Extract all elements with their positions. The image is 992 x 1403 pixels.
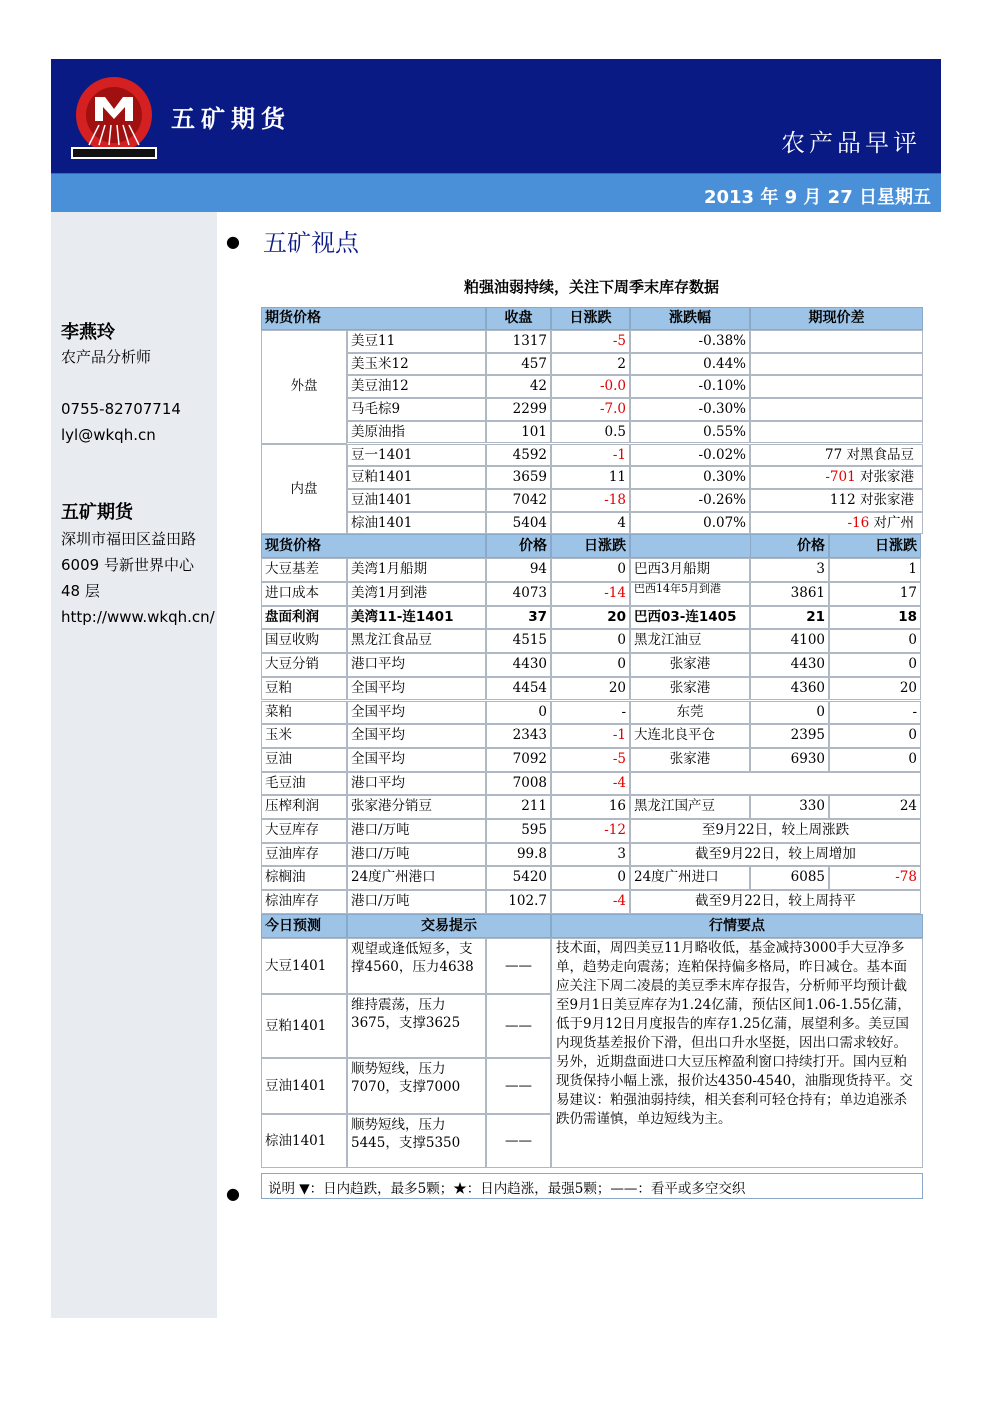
forecast-contract: 棕油1401 (261, 1114, 347, 1168)
spread-label: 对黑食品豆 (842, 446, 914, 463)
futures-header: 收盘 (486, 307, 551, 330)
contract-name: 豆一1401 (347, 444, 486, 467)
spot-header: 价格 (486, 534, 551, 558)
close-price: 5404 (486, 512, 551, 535)
basis-spread (750, 489, 923, 512)
spot-change-b: 0 (829, 748, 921, 772)
spot-category: 棕榈油 (261, 866, 347, 890)
spot-item-b: 巴西03-连1405 (630, 606, 750, 630)
spot-price-b: 4360 (750, 677, 829, 701)
spot-category: 大豆分销 (261, 653, 347, 677)
change-percent: 0.07% (630, 512, 750, 535)
spot-price: 4073 (486, 582, 551, 606)
spot-price-b: 6085 (750, 866, 829, 890)
spot-price-b: 4430 (750, 653, 829, 677)
spot-change-b: -78 (829, 866, 921, 890)
spot-change-b: 20 (829, 677, 921, 701)
close-price: 3659 (486, 466, 551, 489)
spot-item: 全国平均 (347, 701, 486, 725)
forecast-contract: 豆粕1401 (261, 994, 347, 1058)
spot-item: 美湾11-连1401 (347, 606, 486, 630)
basis-spread (750, 330, 923, 353)
author-role: 农产品分析师 (61, 348, 152, 366)
contract-name: 美豆11 (347, 330, 486, 353)
company-website[interactable]: http://www.wkqh.cn/ (61, 608, 215, 626)
spot-item: 港口平均 (347, 772, 486, 796)
spot-item: 港口平均 (347, 653, 486, 677)
spread-label: 对张家港 (855, 491, 914, 508)
spot-price: 37 (486, 606, 551, 630)
trade-tip: 观望或逢低短多，支撑4560，压力4638 (347, 938, 486, 994)
forecast-contract: 大豆1401 (261, 938, 347, 994)
spot-change: -14 (551, 582, 630, 606)
spread-value: 112 (829, 491, 856, 508)
spot-change-b: - (829, 701, 921, 725)
spot-category: 国豆收购 (261, 629, 347, 653)
spot-change-b: 0 (829, 653, 921, 677)
market-points: 技术面，周四美豆11月略收低，基金减持3000手大豆净多单，趋势走向震荡；连粕保持偏多格局，昨日减仓。基本面应关注下周二凌晨的美豆季末库存报告，分析师平均预计截至9月1日美豆库存为1.24亿蒲，预估区间1.06-1.55亿蒲，低于9月12日月度报告的库存1.25亿蒲，展望利多。美豆国内现货基差报价下滑，但出口升水坚挺，因出口需求较好。另外，近期盘面进口大豆压榨盈利窗口持续打开。国内豆粕现货保持小幅上涨，报价达4350-4540，油脂现货持平。交易建议：粕强油弱持续，相关套利可轻仓持有；单边追涨杀跌仍需谨慎，单边短线为主。 (551, 938, 923, 1168)
spread-value: -16 (847, 514, 870, 531)
close-price: 101 (486, 421, 551, 444)
minmetals-logo-icon (69, 75, 159, 161)
spot-price-b: 330 (750, 795, 829, 819)
spot-category: 进口成本 (261, 582, 347, 606)
author-phone: 0755-82707714 (61, 400, 181, 418)
daily-change: -0.0 (551, 375, 630, 398)
legend-note: 说明 ▼：日内趋跌，最多5颗；★：日内趋涨，最强5颗；——：看平或多空交织 (261, 1173, 923, 1199)
close-price: 42 (486, 375, 551, 398)
change-percent: -0.02% (630, 444, 750, 467)
spot-item: 全国平均 (347, 748, 486, 772)
spot-change: 0 (551, 629, 630, 653)
close-price: 7042 (486, 489, 551, 512)
group-label: 内盘 (261, 444, 347, 535)
spot-item-b: 巴西3月船期 (630, 558, 750, 582)
spot-change-b: 24 (829, 795, 921, 819)
futures-header: 日涨跌 (551, 307, 630, 330)
spot-change: - (551, 701, 630, 725)
spot-header: 日涨跌 (829, 534, 921, 558)
basis-spread (750, 421, 923, 444)
close-price: 457 (486, 353, 551, 376)
spot-empty (630, 772, 921, 796)
spot-category: 豆油 (261, 748, 347, 772)
trade-tip: 顺势短线，压力7070，支撑7000 (347, 1058, 486, 1114)
daily-change: -1 (551, 444, 630, 467)
spot-header: 日涨跌 (551, 534, 630, 558)
spot-category: 大豆基差 (261, 558, 347, 582)
spread-value: -701 (825, 469, 856, 486)
spot-item-b: 24度广州进口 (630, 866, 750, 890)
daily-change: -7.0 (551, 398, 630, 421)
inventory-note: 至9月22日，较上周涨跌 (630, 819, 921, 843)
basis-spread (750, 398, 923, 421)
inventory-note: 截至9月22日，较上周增加 (630, 843, 921, 867)
report-date: 2013 年 9 月 27 日星期五 (703, 187, 931, 208)
spot-price: 99.8 (486, 843, 551, 867)
spot-item-b: 巴西14年5月到港 (630, 582, 750, 606)
spot-price: 211 (486, 795, 551, 819)
spot-category: 压榨利润 (261, 795, 347, 819)
contract-name: 豆粕1401 (347, 466, 486, 489)
spot-change: -5 (551, 748, 630, 772)
contract-name: 棕油1401 (347, 512, 486, 535)
forecast-header: 交易提示 (347, 914, 551, 938)
spot-price: 4454 (486, 677, 551, 701)
spot-price: 7008 (486, 772, 551, 796)
spot-change: 0 (551, 866, 630, 890)
outlook-sign: —— (486, 1114, 551, 1168)
spot-price-b: 0 (750, 701, 829, 725)
inventory-note: 截至9月22日，较上周持平 (630, 890, 921, 914)
spot-price: 94 (486, 558, 551, 582)
spot-item-b: 大连北良平仓 (630, 724, 750, 748)
spot-item: 港口/万吨 (347, 819, 486, 843)
spot-price: 5420 (486, 866, 551, 890)
daily-change: 0.5 (551, 421, 630, 444)
close-price: 1317 (486, 330, 551, 353)
spot-change: -12 (551, 819, 630, 843)
spot-header: 现货价格 (261, 534, 486, 558)
futures-header: 期货价格 (261, 307, 486, 330)
change-percent: 0.55% (630, 421, 750, 444)
section-title: 五矿视点 (263, 229, 359, 257)
spot-price: 0 (486, 701, 551, 725)
spot-price-b: 6930 (750, 748, 829, 772)
spot-price-b: 2395 (750, 724, 829, 748)
spot-price-b: 21 (750, 606, 829, 630)
spot-price: 2343 (486, 724, 551, 748)
change-percent: -0.10% (630, 375, 750, 398)
table-title: 粕强油弱持续，关注下周季末库存数据 (463, 278, 719, 296)
author-name: 李燕玲 (61, 322, 115, 343)
author-email[interactable]: lyl@wkqh.cn (61, 426, 156, 444)
outlook-sign: —— (486, 994, 551, 1058)
spot-change: -1 (551, 724, 630, 748)
spot-category: 盘面利润 (261, 606, 347, 630)
spot-change: -4 (551, 890, 630, 914)
spot-category: 棕油库存 (261, 890, 347, 914)
spot-header: 价格 (750, 534, 829, 558)
outlook-sign: —— (486, 1058, 551, 1114)
spot-change-b: 1 (829, 558, 921, 582)
spot-item: 全国平均 (347, 724, 486, 748)
spread-label: 对张家港 (855, 469, 914, 486)
daily-change: 2 (551, 353, 630, 376)
group-label: 外盘 (261, 330, 347, 444)
report-header (51, 59, 941, 173)
spot-price: 4430 (486, 653, 551, 677)
change-percent: -0.38% (630, 330, 750, 353)
date-bar (51, 173, 941, 212)
sidebar (51, 212, 217, 1318)
spot-change-b: 18 (829, 606, 921, 630)
spot-item-b: 黑龙江油豆 (630, 629, 750, 653)
spot-change: 20 (551, 677, 630, 701)
spot-price-b: 3 (750, 558, 829, 582)
spot-item: 美湾1月船期 (347, 558, 486, 582)
spot-category: 豆油库存 (261, 843, 347, 867)
report-title: 农产品早评 (781, 129, 921, 157)
futures-header: 涨跌幅 (630, 307, 750, 330)
daily-change: 4 (551, 512, 630, 535)
basis-spread (750, 466, 923, 489)
forecast-header: 行情要点 (551, 914, 923, 938)
spot-item: 张家港分销豆 (347, 795, 486, 819)
trade-tip: 维持震荡，压力3675，支撑3625 (347, 994, 486, 1058)
spot-change: 3 (551, 843, 630, 867)
close-price: 4592 (486, 444, 551, 467)
spot-change: -4 (551, 772, 630, 796)
spot-price: 4515 (486, 629, 551, 653)
spot-item-b: 张家港 (630, 653, 750, 677)
contract-name: 美原油指 (347, 421, 486, 444)
spot-price-b: 4100 (750, 629, 829, 653)
contract-name: 美玉米12 (347, 353, 486, 376)
daily-change: -5 (551, 330, 630, 353)
basis-spread (750, 444, 923, 467)
contract-name: 美豆油12 (347, 375, 486, 398)
spot-change: 16 (551, 795, 630, 819)
spot-change: 20 (551, 606, 630, 630)
spot-category: 菜粕 (261, 701, 347, 725)
contract-name: 马毛棕9 (347, 398, 486, 421)
daily-change: -18 (551, 489, 630, 512)
basis-spread (750, 353, 923, 376)
spot-item: 美湾1月到港 (347, 582, 486, 606)
spot-item-b: 张家港 (630, 748, 750, 772)
spread-value: 77 (825, 446, 843, 463)
spot-price-b: 3861 (750, 582, 829, 606)
spot-change: 0 (551, 558, 630, 582)
spot-item: 全国平均 (347, 677, 486, 701)
company-address: 深圳市福田区益田路 6009 号新世界中心 48 层 (61, 530, 197, 600)
bullet-icon: ● (226, 1184, 240, 1203)
close-price: 2299 (486, 398, 551, 421)
spot-change-b: 0 (829, 724, 921, 748)
change-percent: -0.26% (630, 489, 750, 512)
spot-item-b: 黑龙江国产豆 (630, 795, 750, 819)
daily-change: 11 (551, 466, 630, 489)
spread-label: 对广州 (869, 514, 914, 531)
spot-change-b: 0 (829, 629, 921, 653)
spot-category: 豆粕 (261, 677, 347, 701)
spot-category: 大豆库存 (261, 819, 347, 843)
spot-price: 595 (486, 819, 551, 843)
spot-change-b: 17 (829, 582, 921, 606)
basis-spread (750, 512, 923, 535)
trade-tip: 顺势短线，压力5445，支撑5350 (347, 1114, 486, 1168)
spot-item: 港口/万吨 (347, 890, 486, 914)
spot-price: 102.7 (486, 890, 551, 914)
spot-item: 港口/万吨 (347, 843, 486, 867)
company-name: 五矿期货 (171, 105, 291, 133)
sidebar-company: 五矿期货 (61, 502, 133, 523)
change-percent: 0.30% (630, 466, 750, 489)
spot-item: 黑龙江食品豆 (347, 629, 486, 653)
spot-price: 7092 (486, 748, 551, 772)
forecast-contract: 豆油1401 (261, 1058, 347, 1114)
bullet-icon: ● (226, 232, 240, 251)
spot-item-b: 东莞 (630, 701, 750, 725)
outlook-sign: —— (486, 938, 551, 994)
basis-spread (750, 375, 923, 398)
spot-category: 玉米 (261, 724, 347, 748)
futures-header: 期现价差 (750, 307, 923, 330)
spot-category: 毛豆油 (261, 772, 347, 796)
spot-item: 24度广州港口 (347, 866, 486, 890)
contract-name: 豆油1401 (347, 489, 486, 512)
change-percent: -0.30% (630, 398, 750, 421)
change-percent: 0.44% (630, 353, 750, 376)
spot-change: 0 (551, 653, 630, 677)
spot-item-b: 张家港 (630, 677, 750, 701)
forecast-header: 今日预测 (261, 914, 347, 938)
